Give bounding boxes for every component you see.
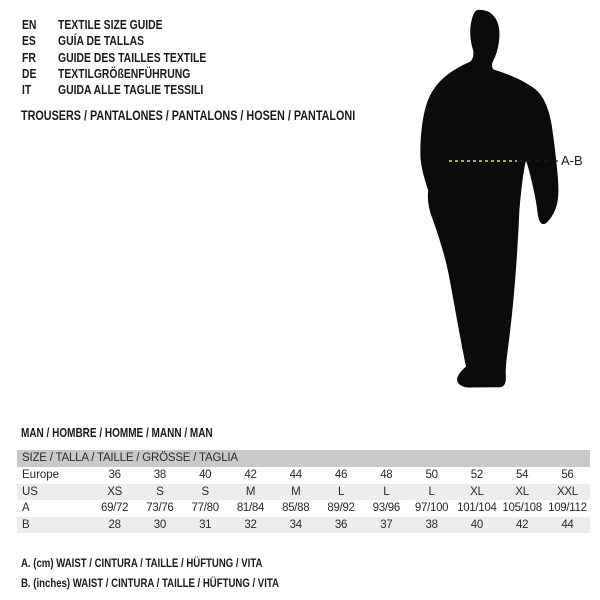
size-cell: 54 bbox=[516, 469, 529, 481]
size-cell: 89/92 bbox=[327, 502, 355, 514]
size-cell: 48 bbox=[380, 469, 393, 481]
size-cell: M bbox=[291, 485, 301, 498]
size-cell: 36 bbox=[108, 469, 121, 481]
size-cell: L bbox=[383, 485, 390, 498]
row-label: Europe bbox=[22, 469, 60, 481]
row-label: B bbox=[22, 518, 30, 531]
size-cell: 46 bbox=[334, 469, 348, 481]
size-cell: 105/108 bbox=[502, 502, 542, 514]
size-cell: S bbox=[156, 485, 164, 498]
size-cell: 30 bbox=[153, 518, 166, 531]
size-cell: XXL bbox=[557, 485, 578, 498]
size-cell: 52 bbox=[470, 469, 483, 481]
footnote-text: A. (cm) WAIST / CINTURA / TAILLE / HÜFTUNG / VITA bbox=[21, 556, 263, 570]
size-cell: 40 bbox=[470, 518, 483, 531]
language-code: DE bbox=[22, 65, 37, 81]
row-label: A bbox=[22, 502, 30, 514]
language-label: GUÍA DE TALLAS bbox=[58, 33, 145, 49]
language-row bbox=[22, 82, 252, 98]
language-row bbox=[22, 50, 252, 66]
size-cell: 38 bbox=[153, 469, 166, 481]
language-code: FR bbox=[22, 49, 36, 65]
size-cell: 93/96 bbox=[372, 502, 400, 514]
language-code: EN bbox=[22, 17, 37, 32]
language-row bbox=[22, 17, 252, 33]
size-cell: 109/112 bbox=[548, 502, 587, 514]
size-cell: 44 bbox=[561, 518, 574, 531]
size-cell: M bbox=[245, 485, 256, 498]
size-cell: S bbox=[201, 485, 209, 498]
size-table-header: SIZE / TALLA / TAILLE / GRÖSSE / TAGLIA bbox=[17, 450, 590, 467]
size-cell: 34 bbox=[289, 518, 302, 531]
size-cell: 81/84 bbox=[236, 502, 265, 514]
footnote bbox=[21, 554, 343, 574]
table-row bbox=[17, 500, 590, 517]
size-table bbox=[17, 450, 590, 533]
footnotes bbox=[21, 554, 343, 593]
language-list bbox=[22, 17, 252, 98]
table-row bbox=[17, 517, 590, 534]
size-cell: 36 bbox=[334, 518, 348, 531]
size-cell: 73/76 bbox=[146, 502, 174, 514]
man-silhouette bbox=[420, 10, 558, 388]
size-cell: L bbox=[337, 485, 345, 498]
footnote-text: B. (inches) WAIST / CINTURA / TAILLE / HÜFTUNG / VITA bbox=[21, 575, 279, 590]
footnote bbox=[21, 574, 343, 594]
size-cell: 44 bbox=[289, 469, 302, 481]
section-title-man bbox=[21, 426, 261, 440]
size-cell: 31 bbox=[199, 518, 212, 531]
language-row bbox=[22, 66, 252, 82]
size-cell: XL bbox=[470, 485, 484, 498]
size-cell: 97/100 bbox=[414, 502, 449, 514]
size-cell: 77/80 bbox=[191, 502, 219, 514]
language-label: GUIDA ALLE TAGLIE TESSILI bbox=[58, 82, 204, 98]
size-cell: 42 bbox=[244, 469, 257, 481]
measure-label: A-B bbox=[561, 153, 583, 168]
size-cell: 38 bbox=[425, 518, 438, 531]
language-code: ES bbox=[22, 33, 36, 49]
row-label: US bbox=[22, 485, 38, 498]
size-cell: 32 bbox=[244, 518, 257, 531]
section-title-text: MAN / HOMBRE / HOMME / MANN / MAN bbox=[21, 426, 213, 440]
size-cell: 50 bbox=[425, 469, 438, 481]
language-row bbox=[22, 33, 252, 49]
table-row bbox=[17, 467, 590, 484]
size-cell: 56 bbox=[561, 469, 574, 481]
size-cell: 69/72 bbox=[100, 502, 129, 514]
size-cell: 101/104 bbox=[457, 502, 497, 514]
language-label: TEXTILE SIZE GUIDE bbox=[58, 17, 163, 32]
size-cell: 40 bbox=[199, 469, 212, 481]
language-label: TEXTILGRÖßENFÜHRUNG bbox=[58, 65, 191, 81]
size-table-body bbox=[17, 467, 590, 533]
language-code: IT bbox=[22, 82, 32, 98]
language-label: GUIDE DES TAILLES TEXTILE bbox=[58, 49, 207, 65]
size-cell: 85/88 bbox=[282, 502, 310, 514]
size-cell: XS bbox=[107, 485, 122, 498]
garment-title bbox=[21, 108, 439, 123]
size-cell: L bbox=[428, 485, 435, 498]
size-cell: 28 bbox=[108, 518, 121, 531]
table-row bbox=[17, 484, 590, 501]
garment-title-text: TROUSERS / PANTALONES / PANTALONS / HOSEN / PANTALONI bbox=[21, 108, 356, 123]
size-cell: XL bbox=[515, 485, 529, 498]
size-cell: 37 bbox=[380, 518, 393, 531]
size-cell: 42 bbox=[516, 518, 529, 531]
